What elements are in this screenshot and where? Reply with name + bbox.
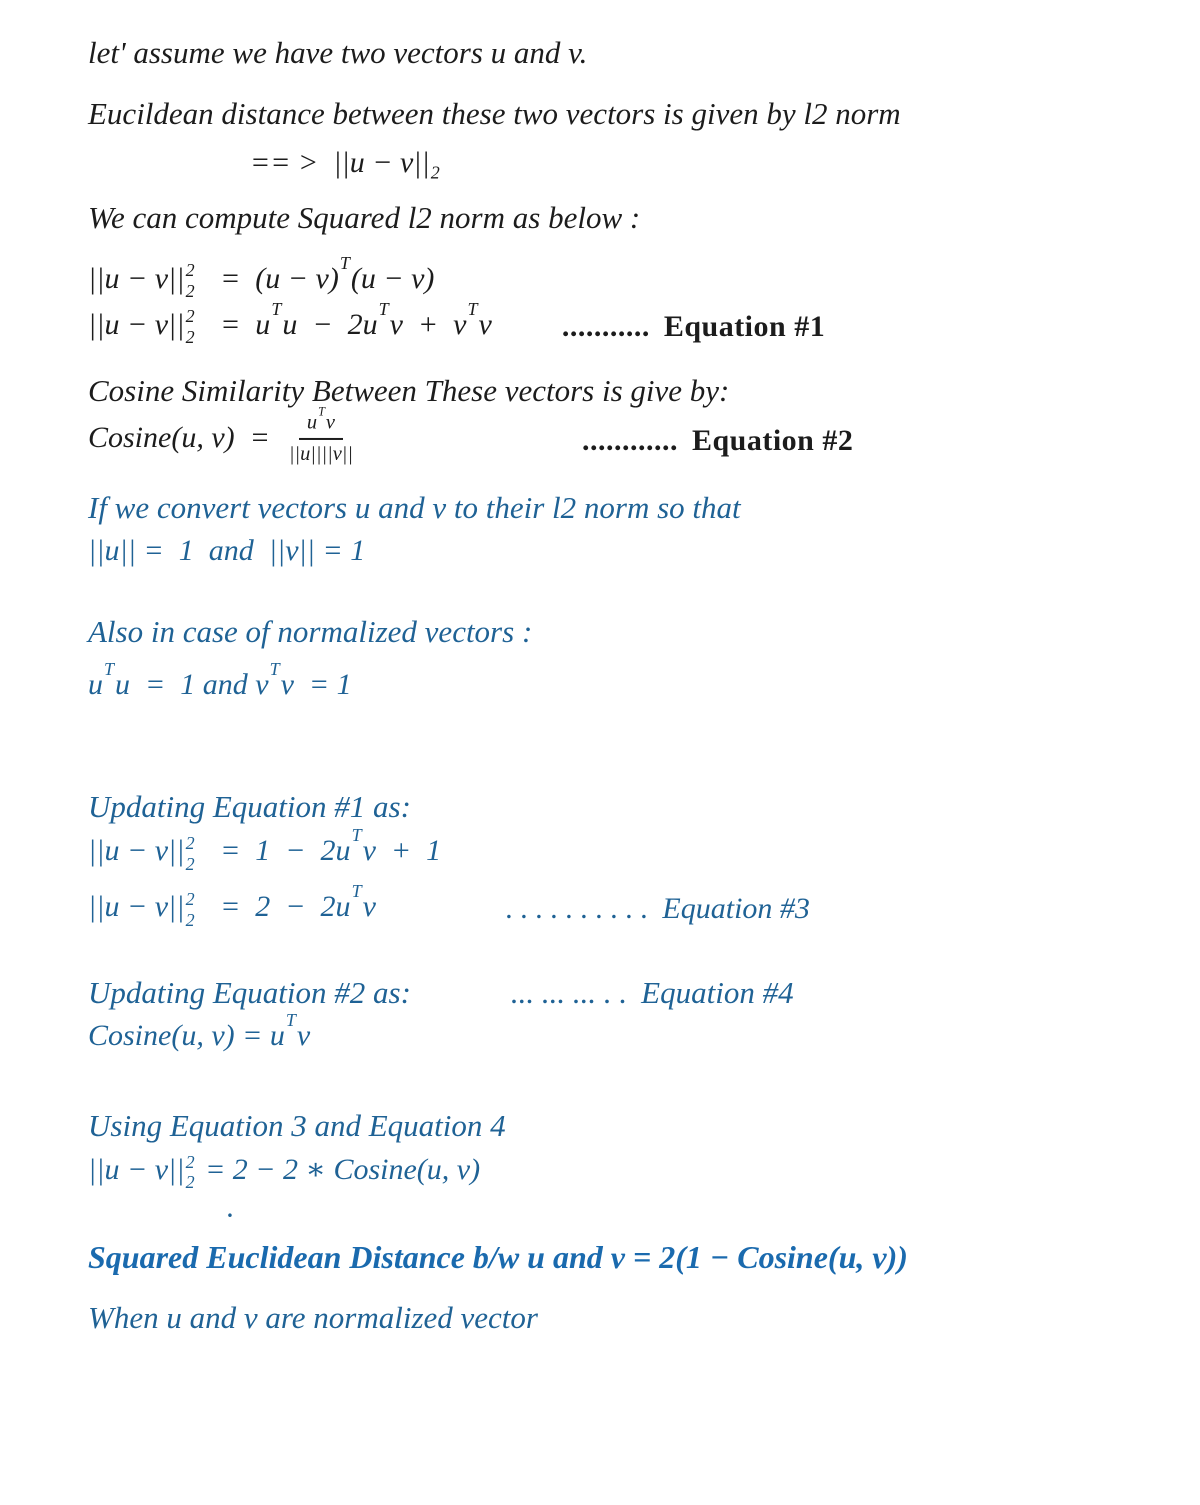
superscript-subscript-stack [186, 260, 195, 301]
math-text: v + 1 [362, 834, 442, 868]
math-text: v + v [389, 307, 467, 341]
math-text: = (u − v) [197, 261, 339, 295]
superscript: T [269, 658, 280, 679]
unit-dot-products-math [88, 658, 352, 704]
equation-note [562, 308, 825, 346]
math-text: v [478, 307, 492, 341]
superscript: T [351, 825, 362, 846]
updating-eq2-intro-text: Updating Equation #2 as: [88, 975, 411, 1011]
eq1-updated-line1-math [88, 825, 442, 874]
dots-leader: . . . . . . . . . . [505, 892, 649, 926]
squared-distance-cosine-math [88, 1151, 480, 1193]
unit-norms-math [88, 532, 365, 570]
math-text: v [296, 1019, 311, 1053]
math-text: ||u|| = 1 and ||v|| = 1 [88, 533, 366, 567]
normalized-case-intro [88, 613, 1170, 652]
final-statement [88, 1237, 1170, 1277]
math-text: v [325, 411, 335, 434]
l2-norm-expression [88, 144, 1170, 182]
when-normalized-text: When u and v are normalized vector [88, 1300, 538, 1336]
stack-item: 2 [185, 326, 195, 347]
math-text: ||u − v|| [88, 261, 185, 295]
convert-l2-intro-text: If we convert vectors u and v to their l2 norm so that [88, 489, 741, 525]
math-text: ||u − v|| [88, 307, 185, 341]
equation-note [511, 974, 794, 1013]
fraction-numerator [299, 404, 343, 440]
l2-norm-expression-math [250, 144, 440, 182]
cosine-intro-text: Cosine Similarity Between These vectors is give by: [88, 372, 730, 408]
stack-item: 2 [185, 832, 195, 853]
math-text: Cosine(u, v) = [88, 421, 285, 455]
cosine-intro [88, 372, 1170, 411]
math-text: ||u − v|| [88, 834, 185, 868]
updating-eq1-intro [88, 788, 1170, 827]
eq1-expansion-line2-math [88, 298, 492, 348]
stack-item: 2 [185, 281, 195, 302]
stack-item: 2 [185, 1151, 195, 1172]
stack-item: 2 [185, 1172, 195, 1193]
euclidean-intro-text: Eucildean distance between these two vectors is given by l2 norm [88, 95, 901, 131]
stack-item: 2 [185, 853, 195, 874]
stray-dot [88, 1199, 1170, 1221]
eq2-cosine-math [88, 404, 357, 468]
math-text: ||u − v|| [88, 1153, 185, 1187]
dots-leader: ........... [561, 309, 650, 343]
convert-l2-intro [88, 489, 1170, 528]
eq1-updated-line1 [88, 825, 1170, 874]
math-text: v [362, 890, 376, 924]
math-text: ||u||||v|| [288, 443, 353, 466]
math-text: Cosine(u, v) = u [88, 1019, 285, 1053]
math-text: = 2 − 2 ∗ Cosine(u, v) [197, 1153, 481, 1187]
math-text: = 1 − 2u [197, 834, 351, 868]
math-text: u = 1 and v [115, 668, 269, 702]
squared-l2-intro-text: We can compute Squared l2 norm as below : [88, 200, 641, 235]
dots-leader: ... ... ... . . [510, 975, 628, 1011]
unit-dot-products [88, 658, 1170, 704]
superscript: T [271, 298, 282, 319]
updating-eq1-intro-text: Updating Equation #1 as: [88, 788, 411, 824]
stack-item: 2 [185, 909, 195, 930]
superscript-subscript-stack [186, 306, 195, 347]
superscript: T [467, 298, 478, 319]
unit-norms [88, 532, 1170, 570]
dots-leader: ............ [581, 423, 678, 457]
stack-item: 2 [185, 888, 195, 909]
subscript: 2 [430, 161, 440, 182]
superscript-subscript-stack [186, 889, 195, 930]
final-statement-text: Squared Euclidean Distance b/w u and v = 2(1 − Cosine(u, v)) [88, 1239, 908, 1276]
when-normalized [88, 1299, 1170, 1338]
superscript: T [378, 298, 389, 319]
squared-l2-intro [88, 199, 1170, 238]
equation-2-label: Equation #2 [691, 423, 854, 457]
superscript: T [285, 1009, 296, 1030]
eq2-cosine [88, 404, 1170, 468]
superscript-subscript-stack [186, 1152, 195, 1193]
equation-note [582, 422, 853, 460]
equation-4-label: Equation #4 [641, 975, 794, 1011]
document-content [88, 34, 1170, 1338]
superscript-subscript-stack [186, 833, 195, 874]
superscript: T [104, 658, 115, 679]
equation-3-label: Equation #3 [662, 892, 810, 926]
updating-eq2-intro [88, 974, 1170, 1013]
using-eq3-eq4 [88, 1107, 1170, 1146]
stack-item: 2 [185, 306, 195, 327]
cosine-normalized-math [88, 1009, 311, 1055]
normalized-case-intro-text: Also in case of normalized vectors : [88, 614, 533, 650]
using-eq3-eq4-text: Using Equation 3 and Equation 4 [88, 1107, 506, 1143]
superscript: T [351, 881, 362, 902]
euclidean-intro [88, 95, 1170, 134]
stray-dot-text: . [228, 1197, 234, 1223]
math-text: v = 1 [280, 668, 352, 702]
math-text: = u [197, 307, 271, 341]
math-text: ||u − v|| [88, 890, 185, 924]
squared-distance-cosine [88, 1151, 1170, 1193]
math-text: u [88, 668, 103, 702]
math-text: u − 2u [282, 307, 378, 341]
fraction-denominator [289, 440, 353, 466]
eq1-expansion-line2 [88, 298, 1170, 348]
eq3 [88, 881, 1170, 930]
intro-assume-text: let' assume we have two vectors u and v. [88, 35, 588, 70]
cosine-normalized [88, 1009, 1170, 1055]
math-text: u [306, 411, 318, 434]
math-text: == > ||u − v|| [250, 145, 430, 179]
equation-1-label: Equation #1 [663, 309, 826, 343]
equation-note [506, 890, 810, 928]
stack-item: 2 [185, 260, 195, 281]
intro-assume [88, 34, 1170, 73]
fraction [288, 404, 353, 466]
superscript: T [318, 404, 325, 419]
superscript: T [339, 252, 350, 273]
eq3-math [88, 881, 376, 930]
math-text: = 2 − 2u [197, 890, 351, 924]
eq1-expansion-line1 [88, 252, 1170, 302]
eq1-expansion-line1-math [88, 252, 435, 302]
math-text: (u − v) [350, 261, 435, 295]
